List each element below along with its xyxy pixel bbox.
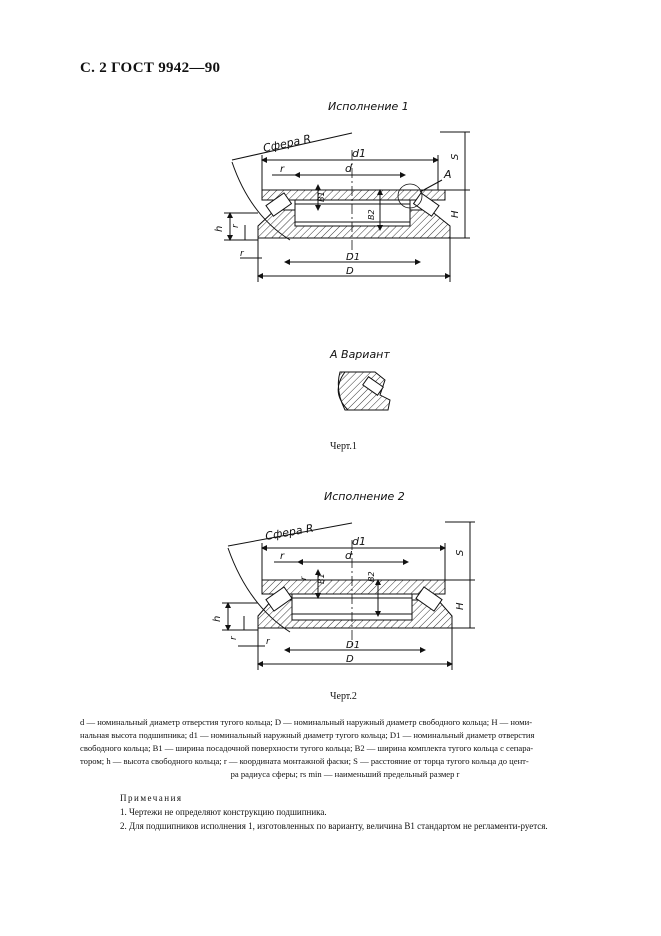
figure1-D1-label: D1 [346, 252, 361, 263]
figure1-r-label-bottom: r [240, 249, 244, 259]
figure1-b2-label: B2 [367, 209, 376, 220]
figure1-r-label-left: r [231, 224, 241, 228]
legend-line: тором; h — высота свободного кольца; r — координата монтажной фаски; S — расстояние от торца тугого кольца до цент- [80, 756, 529, 766]
figure2-r-label-bottom: r [266, 637, 270, 647]
variant-detail-drawing [338, 372, 390, 410]
figure1-h-label: H [450, 210, 461, 218]
figure2-title: Исполнение 2 [324, 490, 405, 503]
figure1-b1-label: B1 [317, 191, 326, 202]
figure1-title: Исполнение 1 [328, 100, 409, 113]
figure2-caption: Черт.2 [330, 691, 357, 702]
figure2-D-label: D [346, 654, 354, 665]
figure1-caption: Черт.1 [330, 441, 357, 452]
figure2-d-label: d [345, 549, 352, 562]
figure2-h-label: H [455, 602, 466, 610]
figure2-r-label-top: r [280, 551, 285, 562]
note-item-1: 1. Чертежи не определяют конструкцию подшипника. [120, 807, 327, 817]
figure1-h-small-label: h [214, 225, 225, 232]
figure1-A-label: A [444, 168, 452, 181]
variant-title: А Вариант [330, 348, 390, 361]
figure1-D-label: D [346, 266, 354, 277]
figure1-sphere-label: Сфера R [261, 132, 313, 155]
figure1-r-label-top: r [280, 164, 285, 175]
figure1-d1-label: d1 [352, 147, 366, 160]
figure2-r-label-left: r [229, 636, 239, 640]
legend-line: свободного кольца; B1 — ширина посадочной поверхности тугого кольца; B2 — ширина комплекта тугого кольца с сепара- [80, 743, 534, 753]
figure2-b1-label: B1 [317, 573, 326, 584]
figure2-s-label: S [455, 549, 466, 556]
figure2-D1-label: D1 [346, 640, 361, 651]
note-item-2: 2. Для подшипников исполнения 1, изготовленных по варианту, величина B1 стандартом не регламенти-руется. [120, 821, 548, 831]
figure2-b2-label: B2 [367, 571, 376, 582]
page-header: С. 2 ГОСТ 9942—90 [80, 60, 221, 76]
figure2-r-label-inner: r [299, 576, 308, 580]
figure1-d-label: d [345, 162, 352, 175]
figure2-d1-label: d1 [352, 535, 366, 548]
figure1-s-label: S [450, 153, 461, 160]
legend-line: ра радиуса сферы; rs min — наименьший предельный размер r [230, 769, 460, 779]
legend-line: d — номинальный диаметр отверстия тугого кольца; D — номинальный наружный диаметр свободного кольца; H — номи- [80, 717, 533, 727]
figure2-h-small-label: h [212, 615, 223, 622]
notes-title: Примечания [120, 793, 183, 803]
figure2-sphere-label: Сфера R [264, 521, 315, 543]
symbols-legend [80, 716, 610, 781]
legend-line: нальная высота подшипника; d1 — номинальный наружный диаметр тугого кольца; D1 — номинальный диаметр отверстия [80, 730, 535, 740]
